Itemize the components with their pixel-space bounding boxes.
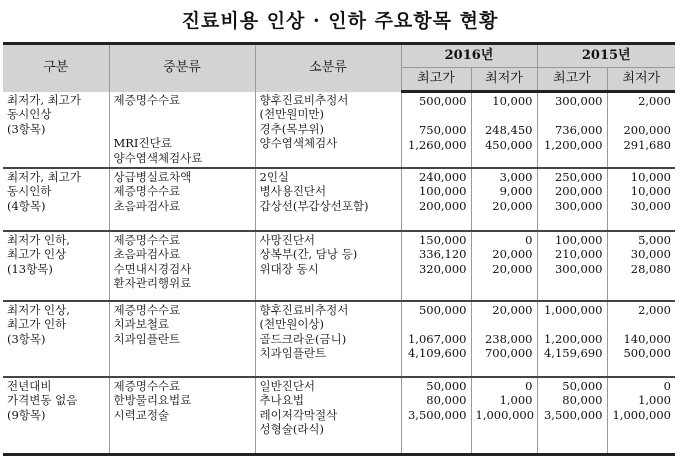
min-2015-cell: 0 1,000 1,000,000 bbox=[607, 377, 675, 455]
header-sub: 소분류 bbox=[255, 44, 401, 92]
max-2016-cell: 240,000 100,000 200,000 bbox=[401, 168, 471, 231]
max-2016-cell: 500,000 750,000 1,260,000 bbox=[401, 92, 471, 168]
page-title: 진료비용 인상 · 인하 주요항목 현황 bbox=[181, 10, 499, 32]
mid-cell: 상급병실료차액 제증명수수료 초음파검사료 bbox=[109, 168, 255, 231]
header-2015-min: 최저가 bbox=[607, 68, 675, 92]
min-2015-cell: 2,000 200,000 291,680 bbox=[607, 92, 675, 168]
max-2015-cell: 250,000 200,000 300,000 bbox=[537, 168, 607, 231]
category-cell: 최저가, 최고가 동시인상 (3항목) bbox=[3, 92, 109, 168]
category-cell: 최저가, 최고가 동시인하 (4항목) bbox=[3, 168, 109, 231]
min-2015-cell: 10,000 10,000 30,000 bbox=[607, 168, 675, 231]
category-cell: 전년대비 가격변동 없음 (9항목) bbox=[3, 377, 109, 455]
cost-table bbox=[3, 42, 675, 456]
table-row bbox=[3, 168, 675, 231]
header-2016-min: 최저가 bbox=[471, 68, 537, 92]
header-category: 구분 bbox=[3, 44, 109, 92]
sub-cell: 일반진단서 추나요법 레이저각막절삭 성형술(라식) bbox=[255, 377, 401, 455]
min-2016-cell: 10,000 248,450 450,000 bbox=[471, 92, 537, 168]
max-2016-cell: 150,000 336,120 320,000 bbox=[401, 231, 471, 301]
max-2015-cell: 50,000 80,000 3,500,000 bbox=[537, 377, 607, 455]
mid-cell: 제증명수수료 치과보철료 치과임플란트 bbox=[109, 301, 255, 377]
min-2016-cell: 20,000 238,000 700,000 bbox=[471, 301, 537, 377]
max-2015-cell: 100,000 210,000 300,000 bbox=[537, 231, 607, 301]
table-row bbox=[3, 377, 675, 455]
max-2015-cell: 1,000,000 1,200,000 4,159,690 bbox=[537, 301, 607, 377]
header-2016-max: 최고가 bbox=[401, 68, 471, 92]
table-row bbox=[3, 231, 675, 301]
sub-cell: 향후진료비추정서 (천만원이상) 골드크라운(금니) 치과임플란트 bbox=[255, 301, 401, 377]
header-2015-max: 최고가 bbox=[537, 68, 607, 92]
min-2015-cell: 5,000 30,000 28,080 bbox=[607, 231, 675, 301]
max-2015-cell: 300,000 736,000 1,200,000 bbox=[537, 92, 607, 168]
max-2016-cell: 50,000 80,000 3,500,000 bbox=[401, 377, 471, 455]
header-2016: 2016년 bbox=[401, 44, 537, 68]
mid-cell: 제증명수수료 초음파검사료 수면내시경검사 환자관리행위료 bbox=[109, 231, 255, 301]
max-2016-cell: 500,000 1,067,000 4,109,600 bbox=[401, 301, 471, 377]
table-row bbox=[3, 92, 675, 168]
sub-cell: 2인실 병사용진단서 갑상선(부갑상선포함) bbox=[255, 168, 401, 231]
mid-cell: 제증명수수료 한방물리요법료 시력교정술 bbox=[109, 377, 255, 455]
category-cell: 최저가 인하, 최고가 인상 (13항목) bbox=[3, 231, 109, 301]
min-2016-cell: 0 20,000 20,000 bbox=[471, 231, 537, 301]
table-row bbox=[3, 301, 675, 377]
sub-cell: 사망진단서 상복부(간, 담낭 등) 위대장 동시 bbox=[255, 231, 401, 301]
min-2016-cell: 3,000 9,000 20,000 bbox=[471, 168, 537, 231]
min-2015-cell: 2,000 140,000 500,000 bbox=[607, 301, 675, 377]
sub-cell: 향후진료비추정서 (천만원미만) 경추(목부위) 양수염색체검사 bbox=[255, 92, 401, 168]
header-2015: 2015년 bbox=[537, 44, 675, 68]
category-cell: 최저가 인상, 최고가 인하 (3항목) bbox=[3, 301, 109, 377]
min-2016-cell: 0 1,000 1,000,000 bbox=[471, 377, 537, 455]
mid-cell: 제증명수수료 MRI진단료 양수염색체검사료 bbox=[109, 92, 255, 168]
header-mid: 중분류 bbox=[109, 44, 255, 92]
